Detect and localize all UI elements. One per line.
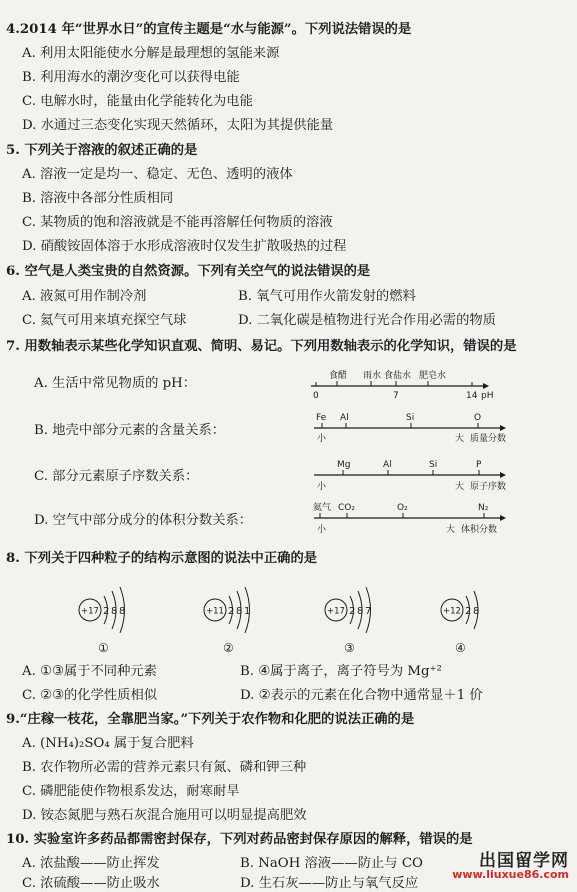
atomic-label-p: P [476,460,482,470]
air-unit: 体积分数 [461,525,498,535]
atom-diagram-2 [204,587,250,655]
atom-4-shell-2: 8 [473,606,480,617]
q8-option-b: B. ④属于离子，离子符号为 Mg⁺² [240,664,442,679]
q8-option-a: A. ①③属于不同种元素 [22,664,157,679]
ph-label-soap-water: 肥皂水 [419,371,447,381]
ph-tick-14: 14 [466,391,478,401]
atom-2-label: ② [223,641,234,655]
atom-2-shell-1: 2 [228,606,235,617]
q7-stem: 7. 用数轴表示某些化学知识直观、简明、易记。下列用数轴表示的化学知识，错误的是 [6,339,517,354]
atom-1-shell-2: 8 [111,606,118,617]
q10-option-b: B. NaOH 溶液——防止与 CO [240,856,423,871]
atom-diagram-1 [79,587,125,655]
atom-1-shell-3: 8 [119,606,126,617]
atom-1-label: ① [98,641,109,655]
atomic-label-al: Al [383,460,392,470]
q8-stem: 8. 下列关于四种粒子的结构示意图的说法中正确的是 [6,551,318,566]
q6-option-d: D. 二氧化碳是植物进行光合作用必需的物质 [238,313,496,328]
air-label-n2: N₂ [478,503,489,513]
q8-option-d: D. ②表示的元素在化合物中通常显＋1 价 [240,688,483,703]
q9-stem: 9.“庄稼一枝花，全靠肥当家。”下列关于农作物和化肥的说法正确的是 [6,712,415,727]
atom-3-shell-2: 8 [357,606,364,617]
air-label-helium: 氦气 [313,503,332,513]
q9-option-c: C. 磷肥能使作物根系发达，耐寒耐旱 [22,784,240,799]
q6-stem: 6. 空气是人类宝贵的自然资源。下列有关空气的说法错误的是 [6,264,371,279]
atomic-unit: 原子序数 [470,482,507,492]
atom-4-shell-1: 2 [465,606,472,617]
q6-option-c: C. 氦气可用来填充探空气球 [22,313,187,328]
atomic-small: 小 [317,482,327,492]
atom-1-nucleus: +17 [81,606,99,617]
atom-3-nucleus: +17 [327,606,345,617]
q7-option-b: B. 地壳中部分元素的含量关系： [34,423,226,438]
watermark-title: 出国留学网 [479,851,569,871]
q5-option-b: B. 溶液中各部分性质相同 [22,191,174,206]
atomic-label-si: Si [429,460,438,470]
crust-small: 小 [317,434,327,444]
atom-2-shell-2: 8 [236,606,243,617]
atom-2-shell-3: 1 [244,606,251,617]
q7-option-d: D. 空气中部分成分的体积分数关系： [34,513,253,528]
q8-option-c: C. ②③的化学性质相似 [22,688,158,703]
q5-option-d: D. 硝酸铵固体溶于水形成溶液时仅发生扩散吸热的过程 [22,239,347,254]
ph-label-salt-water: 食盐水 [384,371,412,381]
q10-option-d: D. 生石灰——防止与氧气反应 [240,876,419,891]
ph-tick-7: 7 [393,391,399,401]
q10-option-a: A. 浓盐酸——防止挥发 [22,856,160,871]
q9-option-d: D. 铵态氮肥与熟石灰混合施用可以明显提高肥效 [22,808,307,823]
q10-option-c: C. 浓硫酸——防止吸水 [22,876,160,891]
crust-label-si: Si [406,413,415,423]
atom-3-label: ③ [344,641,355,655]
crust-label-o: O [474,413,482,423]
atom-diagram-4 [441,591,479,655]
q4-option-b: B. 利用海水的潮汐变化可以获得电能 [22,70,240,85]
ph-tick-0: 0 [313,391,319,401]
q6-option-a: A. 液氮可用作制冷剂 [22,289,147,304]
q10-stem: 10. 实验室许多药品都需密封保存，下列对药品密封保存原因的解释，错误的是 [6,832,473,847]
atom-3-shell-1: 2 [349,606,356,617]
q4-option-c: C. 电解水时，能量由化学能转化为电能 [22,94,253,109]
q9-option-a: A. (NH₄)₂SO₄ 属于复合肥料 [22,736,194,751]
atom-2-nucleus: +11 [206,606,224,617]
atom-1-shell-1: 2 [103,606,110,617]
atom-diagram-3 [325,587,371,655]
q7-option-a: A. 生活中常见物质的 pH： [34,376,197,391]
crust-large: 大 [455,434,465,444]
air-label-co2: CO₂ [338,503,355,513]
ph-unit: pH [481,391,494,401]
site-watermark [452,851,569,882]
atom-4-nucleus: +12 [443,606,461,617]
q5-option-a: A. 溶液一定是均一、稳定、无色、透明的液体 [22,167,293,182]
ph-label-rain: 雨水 [363,371,382,381]
q4-stem: 4.2014 年“世界水日”的宣传主题是“水与能源”。下列说法错误的是 [6,22,412,37]
q9-option-b: B. 农作物所必需的营养元素只有氮、磷和钾三种 [22,760,307,775]
air-small: 小 [317,525,327,535]
q5-stem: 5. 下列关于溶液的叙述正确的是 [6,143,198,158]
q6-option-b: B. 氧气可用作火箭发射的燃料 [238,289,416,304]
ph-label-vinegar: 食醋 [329,371,348,381]
crust-label-al: Al [340,413,349,423]
q5-option-c: C. 某物质的饱和溶液就是不能再溶解任何物质的溶液 [22,215,333,230]
air-label-o2: O₂ [397,503,408,513]
watermark-url: www.liuxue86.com [452,868,569,881]
crust-label-fe: Fe [316,413,327,423]
atomic-large: 大 [455,482,465,492]
atom-3-shell-3: 7 [365,606,372,617]
crust-unit: 质量分数 [470,434,507,444]
atomic-label-mg: Mg [337,460,351,470]
air-large: 大 [446,525,456,535]
q7-option-c: C. 部分元素原子序数关系： [34,469,199,484]
atom-4-label: ④ [455,641,466,655]
q4-option-a: A. 利用太阳能使水分解是最理想的氢能来源 [22,46,280,61]
q4-option-d: D. 水通过三态变化实现天然循环，太阳为其提供能量 [22,118,334,133]
